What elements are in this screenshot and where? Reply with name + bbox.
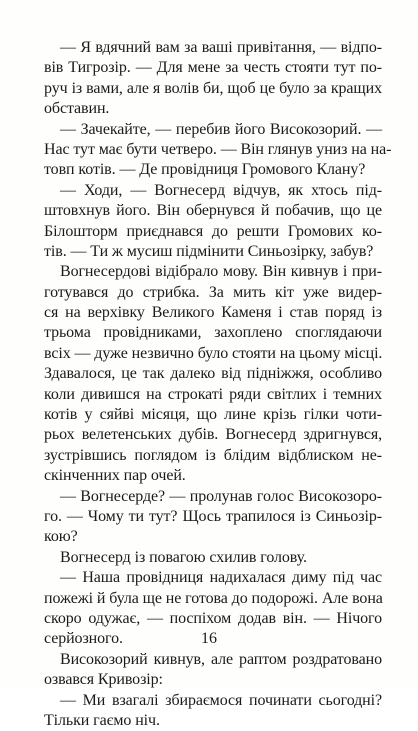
text-line: тів. — Ти ж мусиш підмінити Синьозірку, забув? <box>44 242 374 260</box>
page-number: 16 <box>201 630 217 647</box>
text-line: скінченних пар очей. <box>44 467 186 485</box>
text-line: пожежі й була ще не готова до подорожі. Але вона <box>44 589 383 607</box>
text-line: Вогнесердові відібрало мову. Він кивнув і при- <box>60 263 382 281</box>
text-line: Високозорий кивнув, але раптом роздратовано <box>60 650 382 668</box>
text-line: — Зачекайте, — перебив його Високозорий. — <box>60 120 382 138</box>
text-line: кою? <box>44 528 78 546</box>
text-line: го. — Чому ти тут? Щось трапилося із Синьозір- <box>44 507 382 525</box>
text-line: трьома провідниками, захоплено споглядаючи <box>44 324 382 342</box>
text-line: — Наша провідниця надихалася диму під час <box>60 569 382 587</box>
text-line: Білошторм приєднався до решти Громових ко- <box>44 222 382 240</box>
body-text <box>44 38 392 731</box>
text-line: — Вогнесерде? — пролунав голос Високозоро- <box>60 487 382 505</box>
text-line: всіх — дуже незвично було стояти на цьому місці. <box>44 344 383 362</box>
text-line: зустрівшись поглядом із блідим відблиском не- <box>44 446 382 464</box>
text-line: вів Тигрозір. — Для мене за честь стояти тут по- <box>44 59 382 77</box>
text-line: штовхнув його. Він обернувся й побачив, що це <box>44 202 382 220</box>
text-line: — Я вдячний вам за ваші привітання, — відпо- <box>60 39 382 56</box>
text-line: озвався Кривозір: <box>44 671 163 689</box>
text-line: скоро одужає, — поспіхом додав він. — Нічого <box>44 609 382 627</box>
text-line: Нас тут має бути четверо. — Він глянув униз на на- <box>44 140 392 158</box>
text-line: готувався до стрибка. За мить кіт уже видер- <box>44 283 382 301</box>
text-line: Вогнесерд із повагою схилив голову. <box>60 548 307 566</box>
text-line: — Ми взагалі збираємося починати сьогодні? <box>60 691 382 709</box>
text-line: коли дивишся на строкаті ряди світлих і темних <box>44 385 382 403</box>
text-line: рьох велетенських дубів. Вогнесерд здригнувся, <box>44 426 382 444</box>
text-line: руч із вами, але я волів би, щоб це було за кращих <box>44 79 382 97</box>
text-line: серйозного. <box>44 630 123 648</box>
text-line: товп котів. — Де провідниця Громового Клану? <box>44 161 366 179</box>
text-line: ся на верхівку Великого Каменя і став поряд із <box>44 304 382 322</box>
text-line: Тільки гаємо ніч. <box>44 711 160 729</box>
text-line: — Ходи, — Вогнесерд відчув, як хтось під- <box>60 181 382 199</box>
text-line: обставин. <box>44 100 110 118</box>
text-line: котів у сяйві місяця, що лине крізь гілки чоти- <box>44 406 382 424</box>
text-line: Здавалося, це так далеко від підніжжя, особливо <box>44 365 382 383</box>
